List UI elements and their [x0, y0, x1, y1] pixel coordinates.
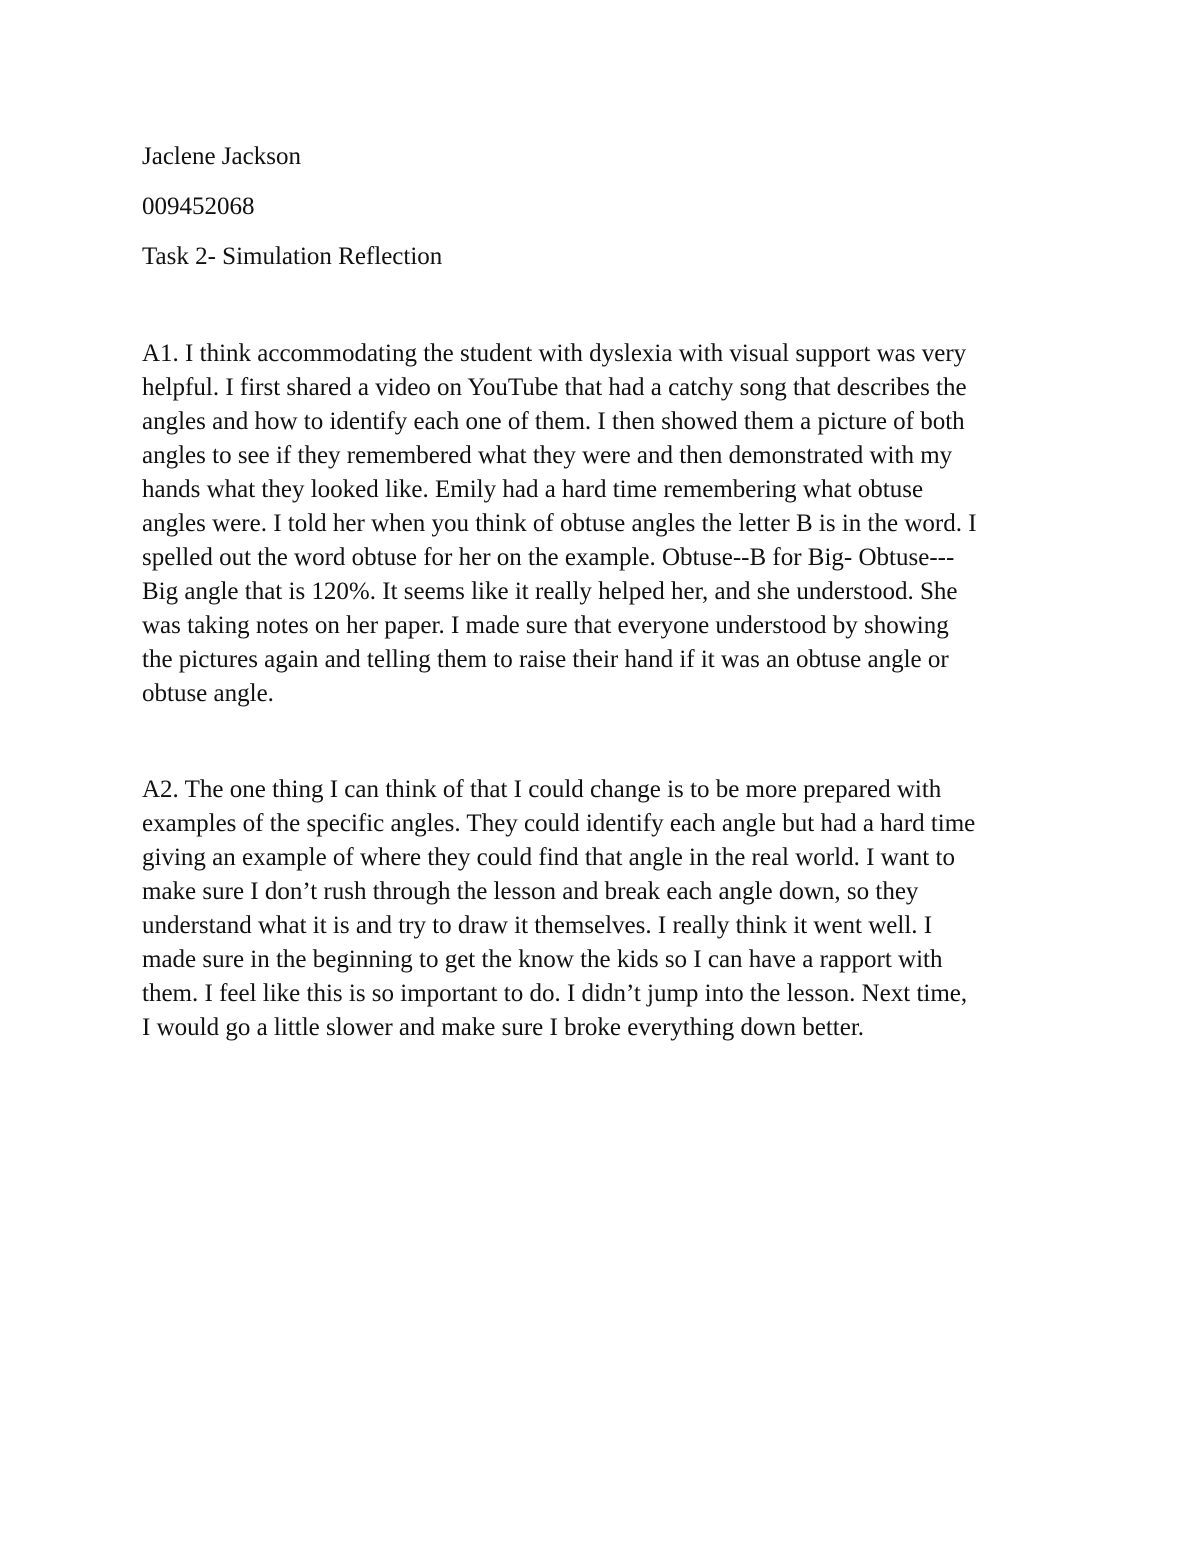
- student-id: 009452068: [142, 193, 255, 220]
- paragraph-line: giving an example of where they could find that angle in the real world. I want to: [142, 844, 955, 871]
- paragraph-line: them. I feel like this is so important to do. I didn’t jump into the lesson. Next time,: [142, 980, 968, 1007]
- paragraph-line: A2. The one thing I can think of that I could change is to be more prepared with: [142, 776, 942, 803]
- paragraph-line: A1. I think accommodating the student with dyslexia with visual support was very: [142, 340, 967, 367]
- task-title: Task 2- Simulation Reflection: [142, 243, 443, 270]
- paragraph-line: spelled out the word obtuse for her on the example. Obtuse--B for Big- Obtuse---: [142, 544, 955, 571]
- paragraph-a2: [142, 773, 1062, 1045]
- author-name: Jaclene Jackson: [142, 143, 301, 170]
- paragraph-line: the pictures again and telling them to raise their hand if it was an obtuse angle or: [142, 646, 949, 673]
- paragraph-line: angles were. I told her when you think of obtuse angles the letter B is in the word. I: [142, 510, 977, 537]
- section-spacer: [142, 711, 1062, 773]
- paragraph-a1: [142, 337, 1062, 711]
- paragraph-line: angles to see if they remembered what they were and then demonstrated with my: [142, 442, 953, 469]
- paragraph-line: understand what it is and try to draw it themselves. I really think it went well. I: [142, 912, 933, 939]
- paragraph-line: angles and how to identify each one of them. I then showed them a picture of both: [142, 408, 965, 435]
- paragraph-line: was taking notes on her paper. I made sure that everyone understood by showing: [142, 612, 949, 639]
- paragraph-line: I would go a little slower and make sure I broke everything down better.: [142, 1014, 865, 1041]
- paragraph-line: obtuse angle.: [142, 680, 274, 707]
- paragraph-line: make sure I don’t rush through the lesson and break each angle down, so they: [142, 878, 919, 905]
- paragraph-line: made sure in the beginning to get the know the kids so I can have a rapport with: [142, 946, 943, 973]
- section-spacer: [142, 290, 1062, 337]
- paragraph-line: Big angle that is 120%. It seems like it really helped her, and she understood. She: [142, 578, 958, 605]
- paragraph-line: examples of the specific angles. They could identify each angle but had a hard time: [142, 810, 976, 837]
- paragraph-line: helpful. I first shared a video on YouTube that had a catchy song that describes the: [142, 374, 967, 401]
- document-body: [142, 140, 1062, 1045]
- paragraph-line: hands what they looked like. Emily had a hard time remembering what obtuse: [142, 476, 924, 503]
